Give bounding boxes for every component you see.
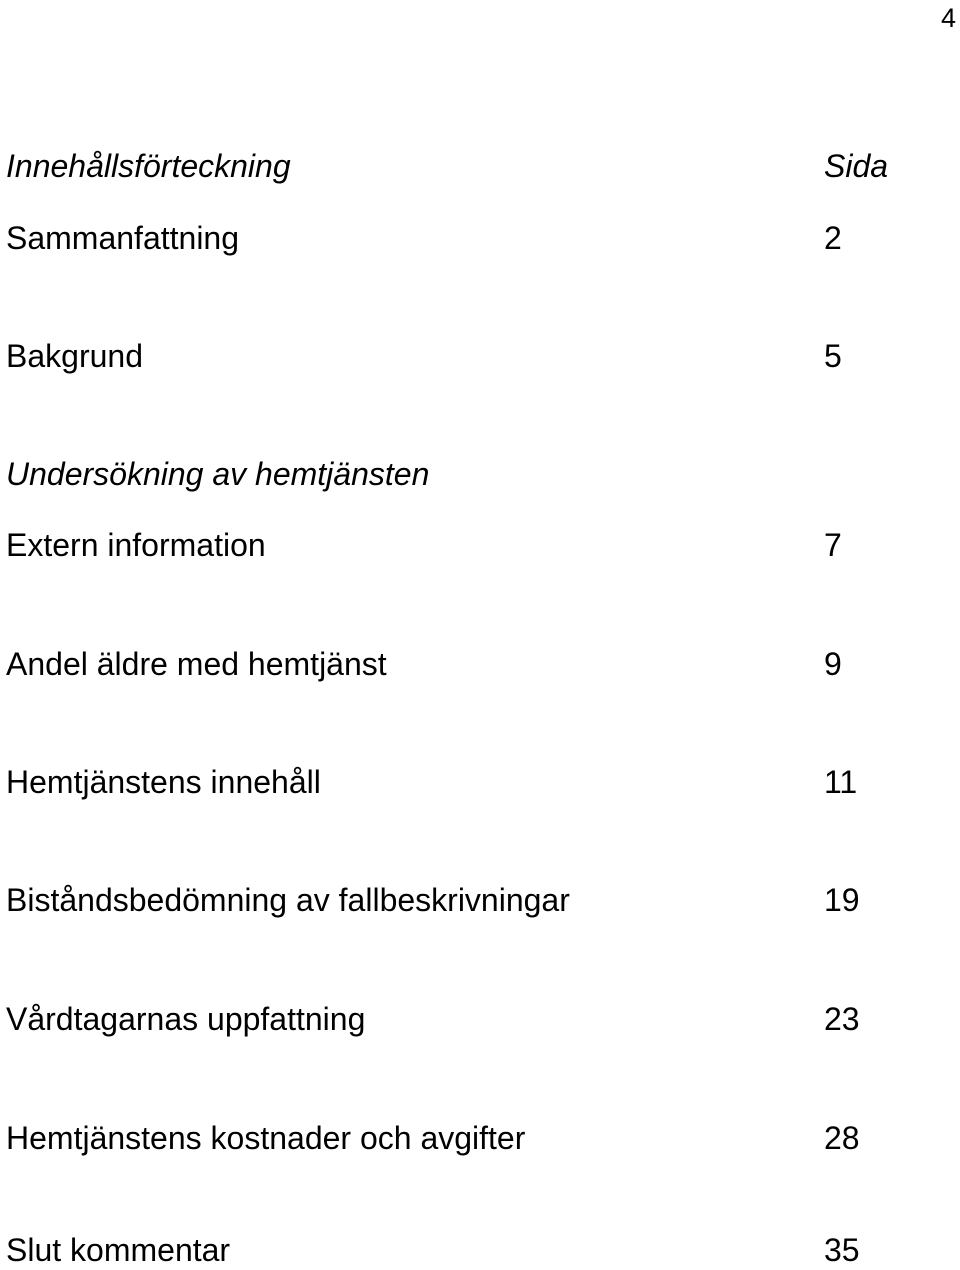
toc-section-heading: Undersökning av hemtjänsten <box>6 456 430 492</box>
toc-entry-page: 28 <box>824 1120 860 1156</box>
toc-entry-title: Slut kommentar <box>6 1232 231 1268</box>
toc-entry-page: 9 <box>824 646 842 682</box>
toc-entry-title: Hemtjänstens innehåll <box>6 764 321 800</box>
toc-entry-title: Bakgrund <box>6 338 143 374</box>
toc-entry-page: 35 <box>824 1232 860 1268</box>
toc-entry-title: Hemtjänstens kostnader och avgifter <box>6 1120 526 1156</box>
toc-page-column-label: Sida <box>824 148 889 184</box>
toc-entry-title: Sammanfattning <box>6 220 240 256</box>
toc-entry-page: 5 <box>824 338 842 374</box>
page-number: 4 <box>940 3 956 33</box>
toc-entry-title: Andel äldre med hemtjänst <box>6 646 387 682</box>
toc-entry-title: Vårdtagarnas uppfattning <box>6 1001 366 1037</box>
toc-heading: Innehållsförteckning <box>6 148 291 184</box>
toc-entry-title: Extern information <box>6 527 266 563</box>
toc-entry-page: 2 <box>824 220 842 256</box>
toc-entry-page: 11 <box>824 764 858 800</box>
toc-entry-page: 7 <box>824 527 842 563</box>
toc-entry-title: Biståndsbedömning av fallbeskrivningar <box>6 882 570 918</box>
toc-entry-page: 19 <box>824 882 860 918</box>
toc-entry-page: 23 <box>824 1001 860 1037</box>
